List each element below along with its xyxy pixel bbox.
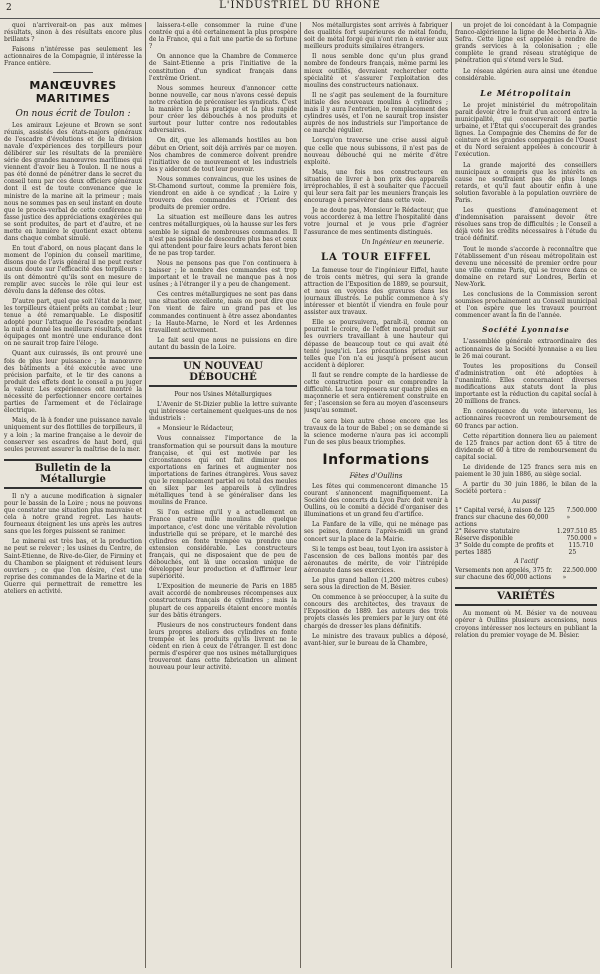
column-2: [149, 22, 297, 968]
article-paragraph: Il n'y a aucune modification à signaler pour le bassin de la Loire ; nous ne pouvons que constater une situation plus mauvaise et cela à notre grand regret. Les hauts-fourneaux éteignent les uns après les autres sans que les forges puissent se ranimer.: [4, 492, 142, 536]
article-paragraph: Nos métallurgistes sont arrivés à fabriquer des qualités fort supérieures de métal fondu, soit de métal forgé qui n'ont rien à envier aux meilleurs produits similaires étrangers.: [304, 22, 448, 51]
balance-heading: Au passif: [512, 498, 540, 506]
article-paragraph: A partir du 30 juin 1886, le bilan de la Société portera :: [455, 481, 597, 496]
article-paragraph: La fameuse tour de l'ingénieur Eiffel, haute de trois cents mètres, qui sera la grande attraction de l'Exposition de 1889, se poursuit, et nous en voyons des gravures dans les journaux illustrés. Le public commence à s'y intéresser et bientôt il viendra en foule pour assister aux travaux.: [304, 266, 448, 317]
article-paragraph: Le dividende de 125 francs sera mis en paiement le 30 juin 1886, au siège social.: [455, 463, 597, 479]
article-paragraph: Nous sommes convaincus, que les usines de St-Chamond surtout, comme la première fois, viendront en aide à ce syndicat ; la Loire y trouvera des commandes et l'Orient des produits de premier ordre.: [149, 175, 297, 212]
article-paragraph: Nous ne pensons pas que l'on continuera à baisser ; le nombre des commandes est trop important et le travail ne manque pas à nos usines ; à l'étranger il y a peu de changement.: [149, 259, 297, 289]
article-paragraph: Le réseau algérien aura ainsi une étendue considérable.: [455, 67, 597, 82]
article-heading-tour-eiffel: LA TOUR EIFFEL: [320, 251, 432, 263]
article-paragraph: Le ministre des travaux publics a déposé, avant-hier, sur le bureau de la Chambre,: [304, 632, 448, 647]
article-subheading: Fêtes d'Oullins: [349, 471, 403, 480]
article-paragraph: Elle se poursuivera, paraît-il, comme on pourrait le croire, de l'effet moral produit sur les ouvriers travaillant à une hauteur qui dépasse de beaucoup tout ce qui avait été tenté jusqu'ici. Les précautions prises sont telles que l'on n'a eu jusqu'à présent aucun accident à déplorer.: [304, 319, 448, 369]
column-3: [304, 22, 448, 968]
article-paragraph: Si l'on estime qu'il y a actuellement en France quatre mille moulins de quelque importance, c'est donc une véritable révolution industrielle qui se prépare, et le marché des cylindres en fonte trempée va prendre une extension considérable. Les constructeurs français, qui ne disposaient que de peu de débouchés, ont là une occasion unique de développer leur production et d'affirmer leur supériorité.: [149, 509, 297, 581]
article-paragraph: Mais, de là à fonder une puissance navale uniquement sur des flottilles de torpilleurs, il y a loin ; la marine française a le devoir de conserver ses escadres de haut bord, qui seules peuvent assurer la maîtrise de la mer.: [4, 417, 142, 453]
balance-row: 1° Capital versé, à raison de 125 francs sur chacune des 60,000 actions 7.500.000 »: [455, 507, 597, 529]
article-paragraph: un projet de loi concédant à la Compagnie franco-algérienne la ligne de Mecheria à Aïn-Sefra. Cette ligne est appelée à rendre de grands services à la colonisation ; elle complète le grand réseau stratégique de pénétration qui s'étend vers le Sud.: [455, 22, 597, 65]
article-paragraph: laissera-t-elle consommer la ruine d'une contrée qui a été certainement la plus prospère de la France, qui a fait une partie de sa fortune ?: [149, 22, 297, 51]
article-paragraph: Le fait seul que nous ne puissions en dire autant du bassin de la Loire.: [149, 336, 297, 351]
column-rule: [145, 22, 146, 968]
article-signature: Un Ingénieur en meunerie.: [361, 238, 444, 246]
article-paragraph: « Monsieur le Rédacteur,: [157, 425, 234, 433]
article-paragraph: Il nous semble donc qu'un plus grand nombre de fondeurs français, même parmi les mieux outillés, devraient rechercher cette spécialité et s'assurer l'exploitation des moulins des constructeurs nationaux.: [304, 53, 448, 89]
article-paragraph: Ce sera bien autre chose encore que les travaux de la tour de Babel ; on se demande si la science moderne n'aura pas ici accompli l'un de ses plus beaux triomphes.: [304, 417, 448, 446]
balance-row: 3° Solde du compte de profits et pertes 1885 115.710 25: [455, 542, 594, 557]
column-4: [455, 22, 597, 968]
article-heading-debouche: UN NOUVEAU DÉBOUCHÉ: [149, 357, 297, 387]
balance-row: Versements non appelés, 375 fr. sur chacune des 60,000 actions 22.500.000 »: [455, 567, 597, 582]
article-heading-societe-lyonnaise: Société Lyonnaise: [482, 325, 570, 335]
article-paragraph: On commence à se préoccuper, à la suite du concours des architectes, des travaux de l'Exposition de 1889. Les auteurs des trois projets classés les premiers par le jury ont été chargés de dresser les plans définitifs.: [304, 594, 448, 630]
article-paragraph: La grande majorité des conseillers municipaux a compris que les intérêts en cause ne souffraient pas de plus longs retards, et qu'il faut aboutir enfin à une solution favorable à la population ouvrière de Paris.: [455, 161, 597, 204]
page-number: 2: [6, 3, 13, 13]
article-paragraph: Vous connaissez l'importance de la transformation qui se poursuit dans la mouture française, et qui est motivée par les circonstances qui ont fait diminuer nos exportations en farines et augmenter nos importations de farines étrangères. Vous savez que le remplacement partiel ou total des meules en silex par les appareils à cylindres métalliques tend à se généraliser dans les moulins de France.: [149, 435, 297, 507]
article-paragraph: Quant aux cuirassés, ils ont prouvé une fois de plus leur puissance ; la manœuvre des bâtiments a été exécutée avec une précision parfaite, et le tir des canons a produit des effets dont le conseil a pu juger la valeur. Les expériences ont montré la nécessité de perfectionner encore certaines parties de l'armement et de l'éclairage électrique.: [4, 350, 142, 415]
balance-heading: A l'actif: [514, 558, 538, 566]
article-paragraph: Les amiraux Lejeune et Brown se sont réunis, assistés des états-majors généraux de l'escadre d'évolutions et de la division navale d'expériences des torpilleurs pour délibérer sur les résultats de la première série des grandes manœuvres maritimes qui viennent d'avoir lieu à Toulon. Il ne nous a pas été donné de pénétrer dans le secret du conseil tenu par ces deux officiers généraux dont il est de toute convenance que le ministre de la marine ait la primeur ; mais nous ne sommes pas en seul instant en doute que le procès-verbal de cette conférence ne fasse justice des appréciations exagérées qui se sont produites, de part et d'autre, et ne mette en lumière le quotient exact obtenu dans chaque combat simulé.: [4, 121, 142, 243]
article-paragraph: Lorsqu'on traverse une crise aussi aiguë que celle que nous subissons, il n'est pas de nouveau débouché qui ne mérite d'être exploité.: [304, 137, 448, 166]
section-heading-informations: Informations: [322, 451, 430, 468]
article-paragraph: Nous sommes heureux d'annoncer cette bonne nouvelle, car nous n'avons cessé depuis notre création de préconiser les syndicats. C'est la manière la plus pratique et la plus rapide pour créer les débouchés à nos produits et surtout pour lutter contre nos redoutables adversaires.: [149, 84, 297, 135]
balance-row: 2° Réserve statutaire 1.297.510 85: [455, 528, 597, 536]
article-paragraph: Ces centres métallurgiques ne sont pas dans une situation excellente, mais on peut dire que l'on vient de faire un grand pas et les commandes continuent à être assez abondantes ; la Haute-Marne, le Nord et les Ardennes travaillent activement.: [149, 291, 297, 334]
article-heading-metropolitain: Le Métropolitain: [480, 87, 572, 98]
article-heading-manoeuvres: MANŒUVRES MARITIMES: [29, 78, 117, 105]
article-paragraph: D'autre part, quel que soit l'état de la mer, les torpilleurs étaient prêts au combat ; leur tenue a été remarquable. Le dispositif adopté pour l'attaque de l'escadre pendant la nuit a donné les meilleurs résultats, et les équipages ont montré une endurance dont on ne saurait trop faire l'éloge.: [4, 297, 142, 348]
article-heading-metallurgie: Bulletin de la Métallurgie: [4, 459, 142, 489]
article-subheading: Pour nos Usines Métallurgiques: [174, 391, 272, 399]
article-paragraph: Il faut se rendre compte de la hardiesse de cette construction pour en comprendre la difficulté. La tour reposera sur quatre piles en maçonnerie et sera entièrement construite en fer ; l'ascension se fera au moyen d'ascenseurs jusqu'au sommet.: [304, 371, 448, 415]
article-paragraph: La Fanfare de la ville, qui ne ménage pas ses peines, donnera l'après-midi un grand concert sur la place de la Mairie.: [304, 521, 448, 543]
balance-row: Réserve disponible 750.000 »: [455, 535, 597, 543]
article-paragraph: Faisons n'intéresse pas seulement les actionnaires de la Compagnie, il intéresse la France entière.: [4, 46, 142, 68]
separator: [53, 72, 93, 73]
masthead: [0, 0, 600, 19]
article-paragraph: Le projet ministériel du métropolitain parait devoir être le fruit d'un accord entre la municipalité, qui conserverait la partie urbaine, et l'État qui s'occuperait des grandes lignes. La Compagnie des Chemins de fer de ceinture et les grandes compagnies de l'Ouest et du Nord seraient appelées à concourir à l'exécution.: [455, 101, 597, 159]
column-rule: [300, 22, 301, 968]
article-paragraph: Le plus grand ballon (1,200 mètres cubes) sera sous la direction de M. Bésier.: [304, 577, 448, 592]
article-subheading: On nous écrit de Toulon :: [15, 108, 131, 119]
article-paragraph: Toutes les propositions du Conseil d'administration ont été adoptées à l'unanimité. Elles concernaient diverses modifications aux statuts dont la plus importante est la réduction du capital social à 20 millions de francs.: [455, 362, 597, 406]
article-paragraph: En conséquence du vote intervenu, les actionnaires recevront un remboursement de 60 francs par action.: [455, 408, 597, 430]
article-paragraph: L'Exposition de meunerie de Paris en 1885 avait accordé de nombreuses récompenses aux constructeurs français de cylindres ; mais la plupart de ces appareils étaient encore montés sur des bâtis étrangers.: [149, 583, 297, 619]
article-paragraph: Tout le monde s'accorde à reconnaître que l'établissement d'un réseau métropolitain est devenu une nécessité de premier ordre pour une ville comme Paris, qui se trouve dans ce domaine en retard sur Londres, Berlin et New-York.: [455, 245, 597, 288]
article-paragraph: Cette répartition donnera lieu au paiement de 125 francs par action dont 65 à titre de dividende et 60 à titre de remboursement du capital social.: [455, 432, 597, 461]
article-paragraph: Les questions d'aménagement et d'indemnisation paraissent devoir être résolues sans trop de difficultés ; le Conseil a déjà voté les crédits nécessaires à l'étude du tracé définitif.: [455, 207, 597, 243]
article-paragraph: Si le temps est beau, tout Lyon ira assister à l'ascension de ces ballons montés par des aéronautes de mérite, de voir l'intrépide aéronaute dans ses exercices.: [304, 545, 448, 574]
article-paragraph: Au moment où M. Bésier va de nouveau opérer à Oullins plusieurs ascensions, nous croyons intéresser nos lecteurs en publiant la relation du premier voyage de M. Bésier.: [455, 610, 597, 639]
article-paragraph: Le minerai est très bas, et la production ne peut se relever ; les usines du Centre, de Saint-Etienne, de Rive-de-Gier, de Firminy et du Chambon se plaignent et réduisent leurs ouvriers ; ce que l'on désire, c'est une reprise des commandes de la Marine et de la Guerre qui permettrait de remettre les ateliers en activité.: [4, 538, 142, 595]
column-rule: [451, 22, 452, 968]
article-paragraph: On annonce que la Chambre de Commerce de Saint-Etienne a pris l'initiative de la constitution d'un syndicat français dans l'extrême Orient.: [149, 53, 297, 82]
article-paragraph: Les conclusions de la Commission seront soumises prochainement au Conseil municipal et l'on espère que les travaux pourront commencer avant la fin de l'année.: [455, 291, 597, 320]
article-paragraph: Il ne s'agit pas seulement de la fourniture initiale des nouveaux moulins à cylindres ; mais il y aura l'entretien, le remplacement des cylindres usés, et l'on ne saurait trop insister auprès de nos industriels sur l'importance de ce marché régulier.: [304, 91, 448, 135]
article-paragraph: Mais, une fois nos constructeurs en situation de livrer à bon prix des appareils irréprochables, il est à souhaiter que l'accueil qui leur sera fait par les meuniers français les encourage à persévérer dans cette voie.: [304, 168, 448, 205]
article-paragraph: Les fêtes qui commenceront dimanche 15 courant s'annoncent magnifiquement. La Société des concerts du Lyon Parc doit venir à Oullins, où le comité a décidé d'organiser des illuminations et un grand feu d'artifice.: [304, 482, 448, 519]
article-paragraph: L'Avenir de St-Dizier publie la lettre suivante qui intéresse certainement quelques-uns de nos industriels :: [149, 401, 297, 423]
article-paragraph: En tout d'abord, on nous plaçant dans le moment de l'opinion du conseil maritime, disons que de l'avis général il ne peut rester aucun doute sur l'efficacité des torpilleurs : ils ont démontré qu'ils sont en mesure de remplir avec succès le rôle qui leur est dévolu dans la défense des côtes.: [4, 245, 142, 295]
newspaper-title: L'INDUSTRIEL DU RHONE: [219, 0, 381, 11]
article-paragraph: quoi n'arriverait-on pas aux mêmes résultats, sinon à des résultats encore plus brillants ?: [4, 22, 142, 44]
column-1: [4, 22, 142, 968]
article-paragraph: L'assemblée générale extraordinaire des actionnaires de la Société lyonnaise a eu lieu le 26 mai courant.: [455, 338, 597, 360]
article-paragraph: Je ne doute pas, Monsieur le Rédacteur, que vous accorderez à ma lettre l'hospitalité dans votre journal et je vous prie d'agréer l'assurance de mes sentiments distingués.: [304, 207, 448, 236]
article-paragraph: La situation est meilleure dans les autres centres métallurgiques, où la hausse sur les fers semble le signal de nombreuses commandes. Il n'est pas possible de descendre plus bas et ceux qui attendent pour faire leurs achats feront bien de ne pas trop tarder.: [149, 214, 297, 257]
article-heading-varietes: VARIÉTÉS: [455, 587, 597, 606]
article-paragraph: Plusieurs de nos constructeurs fondent dans leurs propres ateliers des cylindres en fonte trempée et les produits qu'ils livrent ne le cèdent en rien à ceux de l'étranger. Il est donc permis d'espérer que nos usines métallurgiques trouveront dans cette fabrication un aliment nouveau pour leur activité.: [149, 621, 297, 672]
article-paragraph: On dit, que les allemands hostiles au bon début en Orient, soit déjà arrivés par ce moyen. Nos chambres de commerce doivent prendre l'initiative de ce mouvement et les industriels les y aideront de tout leur pouvoir.: [149, 137, 297, 173]
